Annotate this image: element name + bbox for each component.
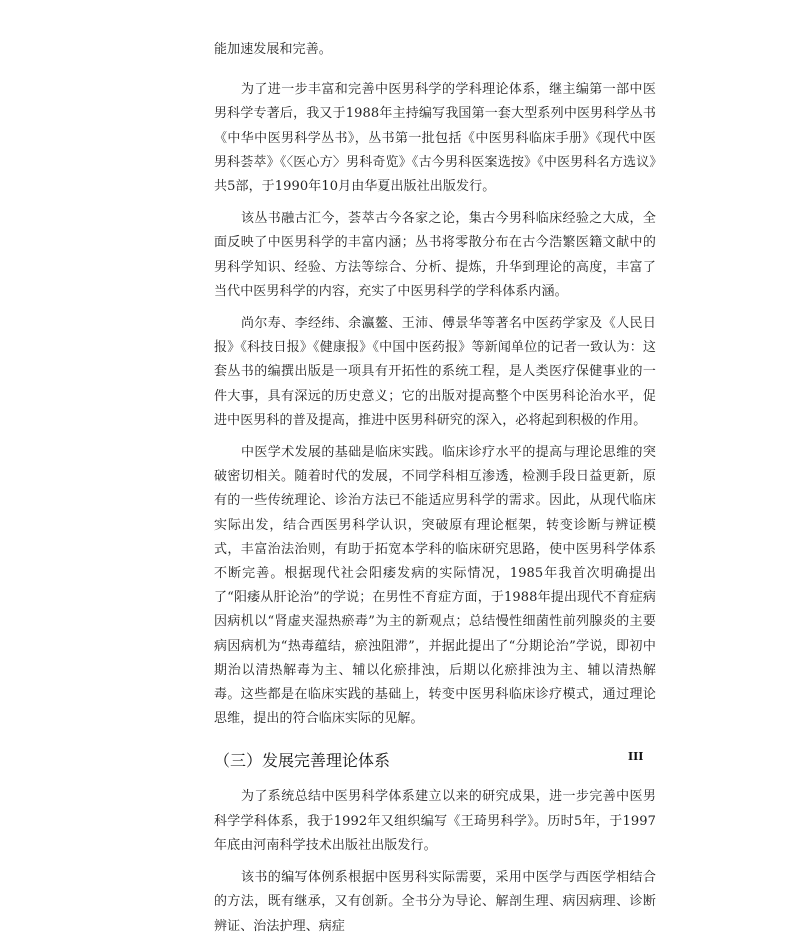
paragraph-book-series: 为了进一步丰富和完善中医男科学的学科理论体系，继主编第一部中医男科学专著后，我又于1988年主持编写我国第一套大型系列中医男科学丛书《中华中医男科学丛书》，丛书第一批包括《中医男科临床手册》《现代中医男科荟萃》《〈医心方〉男科奇览》《古今男科医案选按》《中医男科名方选议》共5部，于1990年10月由华夏出版社出版发行。: [214, 82, 656, 195]
paragraph-expert-opinions: 尚尔寿、李经纬、余瀛鳌、王沛、傅景华等著名中医药学家及《人民日报》《科技日报》《健康报》《中国中医药报》等新闻单位的记者一致认为：这套丛书的编撰出版是一项具有开拓性的系统工程，是人类医疗保健事业的一件大事，具有深远的历史意义；它的出版对提高整个中医男科论治水平，促进中医男科的普及提高，推进中医男科研究的深入，必将起到积极的作用。: [214, 316, 656, 428]
section-heading: （三）发展完善理论体系: [214, 751, 391, 771]
text-column: [214, 0, 656, 939]
paragraph-series-summary: 该丛书融古汇今，荟萃古今各家之论，集古今男科临床经验之大成，全面反映了中医男科学的丰富内涵；丛书将零散分布在古今浩繁医籍文献中的男科学知识、经验、方法等综合、分析、提炼，升华到理论的高度，丰富了当代中医男科学的内容，充实了中医男科学的学科体系内涵。: [214, 211, 656, 299]
page-number: III: [628, 750, 644, 763]
paragraph-continuation: 能加速发展和完善。: [214, 42, 332, 57]
paragraph-wangqi-andrology: 为了系统总结中医男科学体系建立以来的研究成果，进一步完善中医男科学学科体系，我于1992年又组织编写《王琦男科学》。历时5年，于1997年底由河南科学技术出版社出版发行。: [214, 789, 656, 853]
paragraph-book-structure: 该书的编写体例系根据中医男科实际需要，采用中医学与西医学相结合的方法，既有继承，又有创新。全书分为导论、解剖生理、病因病理、诊断辨证、治法护理、病症: [214, 870, 656, 934]
paragraph-clinical-practice: 中医学术发展的基础是临床实践。临床诊疗水平的提高与理论思维的突破密切相关。随着时代的发展，不同学科相互渗透，检测手段日益更新，原有的一些传统理论、诊治方法已不能适应男科学的需求。因此，从现代临床实际出发，结合西医男科学认识，突破原有理论框架，转变诊断与辨证模式，丰富治法治则，有助于拓宽本学科的临床研究思路，使中医男科学体系不断完善。根据现代社会阳痿发病的实际情况，1985年我首次明确提出了“阳痿从肝论治”的学说；在男性不育症方面，于1988年提出现代不育症病因病机以“肾虚夹湿热瘀毒”为主的新观点；总结慢性细菌性前列腺炎的主要病因病机为“热毒蕴结，瘀浊阻滞”，并据此提出了“分期论治”学说，即初中期治以清热解毒为主、辅以化瘀排浊，后期以化瘀排浊为主、辅以清热解毒。这些都是在临床实践的基础上，转变中医男科临床诊疗模式，通过理论思维，提出的符合临床实际的见解。: [214, 445, 656, 727]
